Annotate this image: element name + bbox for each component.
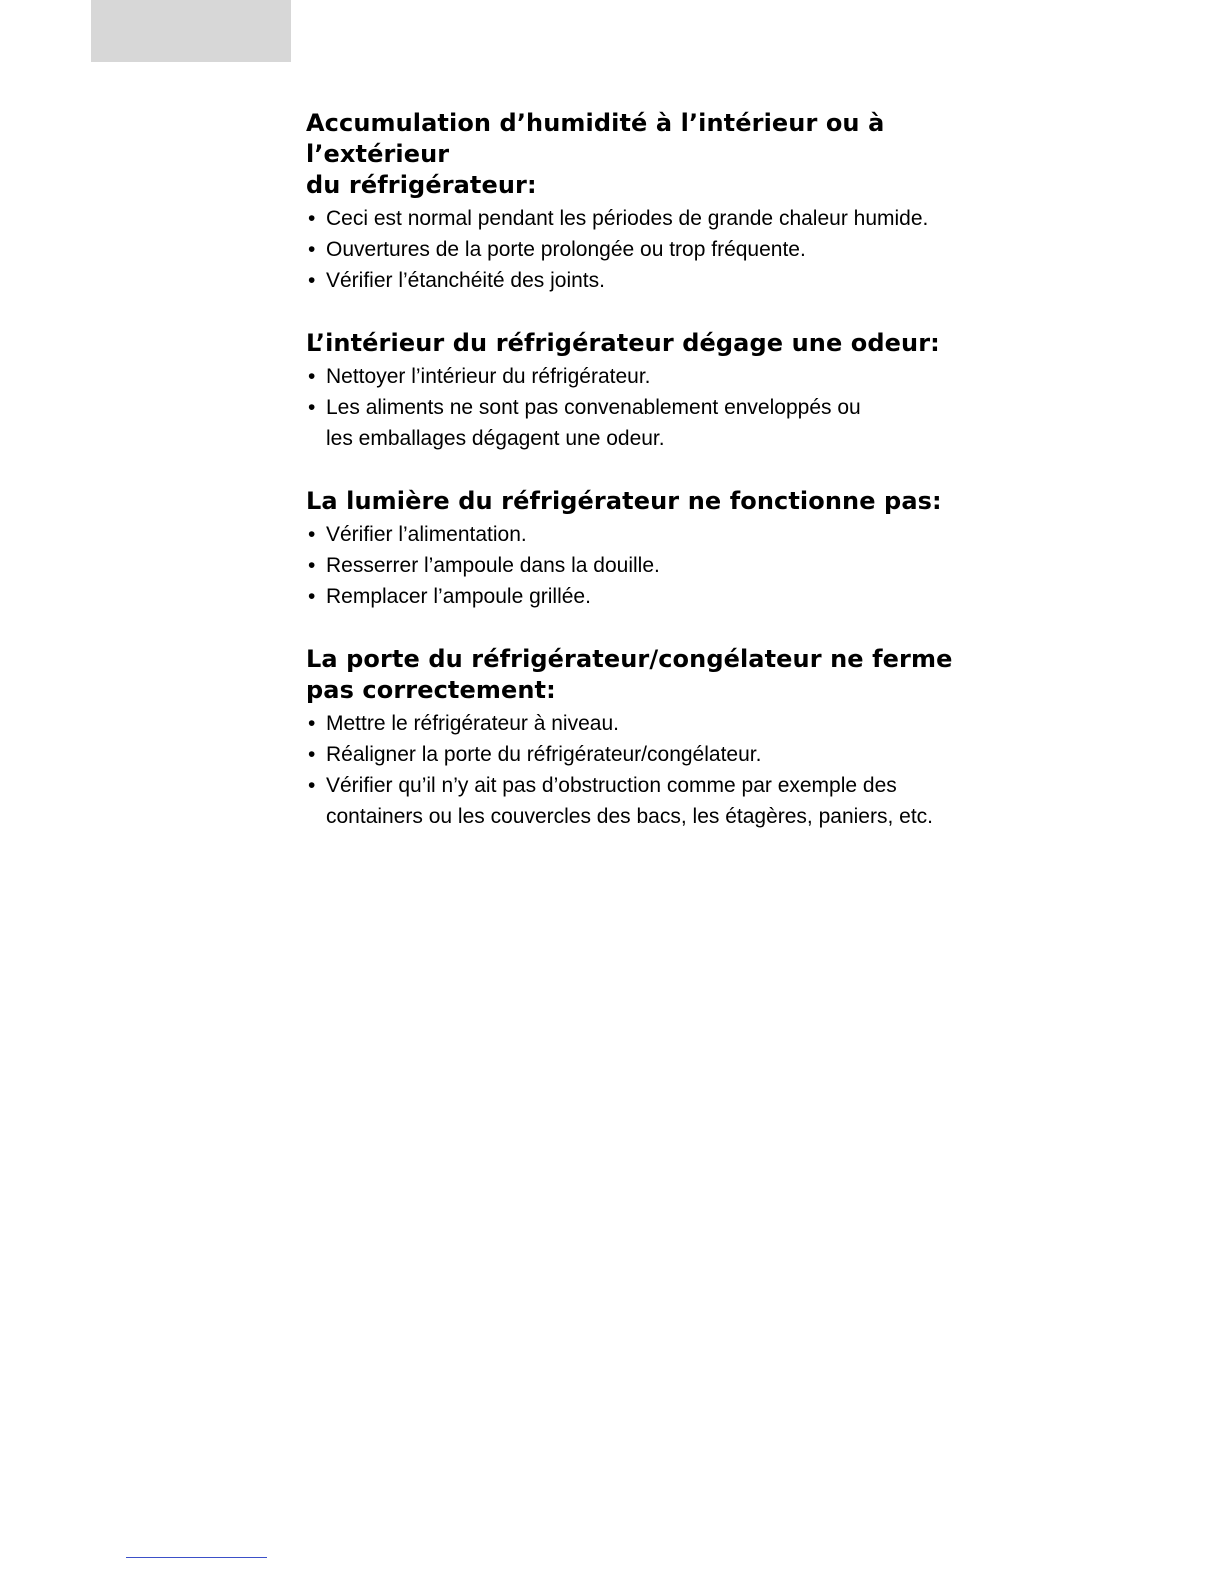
list-item-text: Vérifier qu’il n’y ait pas d’obstruction comme par exemple des containers ou les couvercles des bacs, les étagères, paniers, etc. [326, 774, 933, 828]
list-item-text: Ceci est normal pendant les périodes de grande chaleur humide. [326, 207, 929, 230]
list-item-text: Vérifier l’étanchéité des joints. [326, 269, 605, 292]
list-item [306, 739, 1026, 770]
heading-line: L’intérieur du réfrigérateur dégage une odeur: [306, 329, 940, 357]
list-item-text: Remplacer l’ampoule grillée. [326, 585, 591, 608]
list-item [306, 708, 1026, 739]
bullet-icon: • [308, 712, 316, 735]
list-item [306, 361, 1026, 392]
section-door [306, 644, 1026, 832]
heading-line: Accumulation d’humidité à l’intérieur ou à l’extérieur [306, 109, 885, 168]
list-item [306, 392, 1026, 454]
section-heading [306, 328, 1026, 359]
list-item [306, 519, 1026, 550]
bullet-icon: • [308, 396, 316, 419]
bullet-icon: • [308, 743, 316, 766]
section-heading [306, 644, 1026, 706]
bullet-list [306, 519, 1026, 612]
list-item [306, 234, 1026, 265]
list-item [306, 550, 1026, 581]
bullet-icon: • [308, 774, 316, 797]
heading-line: pas correctement: [306, 676, 556, 704]
section-odor [306, 328, 1026, 454]
heading-line: La lumière du réfrigérateur ne fonctionne pas: [306, 487, 942, 515]
list-item-text: Réaligner la porte du réfrigérateur/congélateur. [326, 743, 762, 766]
list-item [306, 581, 1026, 612]
bullet-icon: • [308, 365, 316, 388]
list-item-text: Nettoyer l’intérieur du réfrigérateur. [326, 365, 651, 388]
section-humidity [306, 108, 1026, 296]
section-heading [306, 486, 1026, 517]
list-item [306, 770, 1026, 832]
bullet-list [306, 361, 1026, 454]
bullet-list [306, 708, 1026, 832]
bullet-icon: • [308, 269, 316, 292]
list-item-text: Resserrer l’ampoule dans la douille. [326, 554, 660, 577]
bullet-icon: • [308, 554, 316, 577]
list-item-text: Mettre le réfrigérateur à niveau. [326, 712, 619, 735]
list-item-text: Ouvertures de la porte prolongée ou trop fréquente. [326, 238, 806, 261]
bullet-icon: • [308, 207, 316, 230]
heading-line: La porte du réfrigérateur/congélateur ne ferme [306, 645, 953, 673]
list-item [306, 265, 1026, 296]
heading-line: du réfrigérateur: [306, 171, 537, 199]
bullet-list [306, 203, 1026, 296]
list-item-text: Les aliments ne sont pas convenablement enveloppés ou les emballages dégagent une odeur. [326, 396, 861, 450]
footer-rule [126, 1557, 267, 1558]
header-tab [91, 0, 291, 62]
section-heading [306, 108, 1026, 201]
list-item-text: Vérifier l’alimentation. [326, 523, 527, 546]
list-item [306, 203, 1026, 234]
bullet-icon: • [308, 238, 316, 261]
section-light [306, 486, 1026, 612]
bullet-icon: • [308, 585, 316, 608]
bullet-icon: • [308, 523, 316, 546]
troubleshooting-content [306, 108, 1026, 864]
